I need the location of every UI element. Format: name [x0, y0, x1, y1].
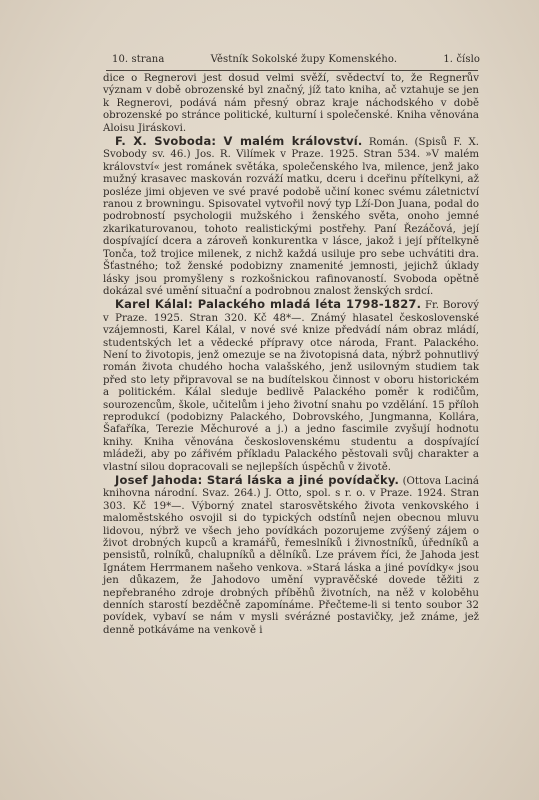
intro-paragraph: dice o Regnerovi jest dosud velmi svěží, svědectví to, že Regnerův význam v době obrozenské byl značný, jíž tato kniha, ač vztahuje se jen k Regnerovi, podává nám přesný obraz kraje náchodského v době obrozenské po stránce politické, kulturní i společenské. Kniha věnována Aloisu Jiráskovi.: [103, 73, 479, 134]
review-title: F. X. Svoboda: V malém království.: [115, 134, 363, 149]
issue-number: 1. číslo: [443, 54, 480, 65]
review-kalal: [103, 298, 479, 474]
journal-title: Věstník Sokolské župy Komenského.: [210, 54, 398, 65]
review-svoboda: [103, 135, 479, 298]
review-text: Fr. Borový v Praze. 1925. Stran 320. Kč 48*—. Známý hlasatel československé vzájemnosti, Karel Kálal, v nové své knize předvádí nám obraz mládí, studentských let a vědecké přípravy otce národa, Frant. Palackého. Není to životopis, jenž omezuje se na životopisná data, nýbrž pohnutlivý román života chudého hocha valašského, jenž usilovným studiem tak před sto lety připravoval se na budítelskou činnost v oboru historickém a politickém. Kálal sleduje bedlivě Palackého poměr k rodičům, sourozencům, škole, učitelům i jeho životní snahu po vzdělání. 15 příloh reprodukcí (podobizny Palackého, Dobrovského, Jungmanna, Kollára, Šafaříka, Terezie Měchurové a j.) a jedno fascimile zvyšují hodnotu knihy. Kniha věnována československému studentu a dospívající mládeži, aby po zářivém příkladu Palackého pěstovali svůj charakter a vlastní silou dopracovali se nejlepších úspěchů v životě.: [103, 300, 479, 473]
page-body: [103, 73, 479, 637]
header-rule: [106, 70, 478, 71]
review-text: (Ottova Laciná knihovna národní. Svaz. 264.) J. Otto, spol. s r. o. v Praze. 1924. Stran 303. Kč 19*—. Výborný znatel starosvětského života venkovského i maloměstského osvojil si do typických odstínů nejen obecnou mluvu lidovou, nýbrž ve všech jeho povídkách pozorujeme zvýšený zájem o život drobných kupců a kramářů, řemeslníků i živnostníků, úředníků a pensistů, rolníků, chalupníků a dělníků. Lze právem říci, že Jahoda jest Ignátem Herrmanem našeho venkova. »Stará láska a jiné povídky« jsou jen důkazem, že Jahodovo umění vypravěčské dovede těžiti z nepřebraného zdroje drobných příběhů životních, na něž v koloběhu denních starostí bezděčně zapomínáme. Přečteme-li si tento soubor 32 povídek, vybaví se nám v mysli svérázné postavičky, jež známe, jež denně potkáváme na venkově i: [103, 476, 479, 636]
review-title: Josef Jahoda: Stará láska a jiné povídačky.: [115, 473, 400, 487]
review-title: Karel Kálal: Palackého mladá léta 1798-1827.: [115, 297, 422, 312]
running-header: [112, 54, 480, 65]
page-number: 10. strana: [112, 54, 165, 65]
review-text: Román. (Spisů F. X. Svobody sv. 46.) Jos. R. Vilímek v Praze. 1925. Stran 534. »V malém království« jest románek světáka, společenského lva, milence, jenž jako mužný krasavec maskován rozváží matku, dceru i dceřinu přítelkyni, až posléze jimi objeven ve své pravé podobě učiní konec svému záletnictví ranou z browningu. Spisovatel vytvořil nový typ Lží-Don Juana, podal do podrobností psychologii mužského i ženského světa, onoho jemné zkarikaturovanou, tohoto realistickými postřehy. Paní Řezáčová, její dospívající dcera a zároveň konkurentka v lásce, jakož i její přítelkyně Tonča, tož trojice milenek, z nichž každá usiluje pro sebe uchvátiti dra. Šťastného; tož ženské podobizny znamenité jemnosti, jejichž úklady lásky jsou promyšleny s rozkošnickou rafinovaností. Svoboda opětně dokázal své umění situační a podrobnou znalost ženských srdcí.: [103, 137, 479, 297]
review-jahoda: [103, 474, 479, 637]
